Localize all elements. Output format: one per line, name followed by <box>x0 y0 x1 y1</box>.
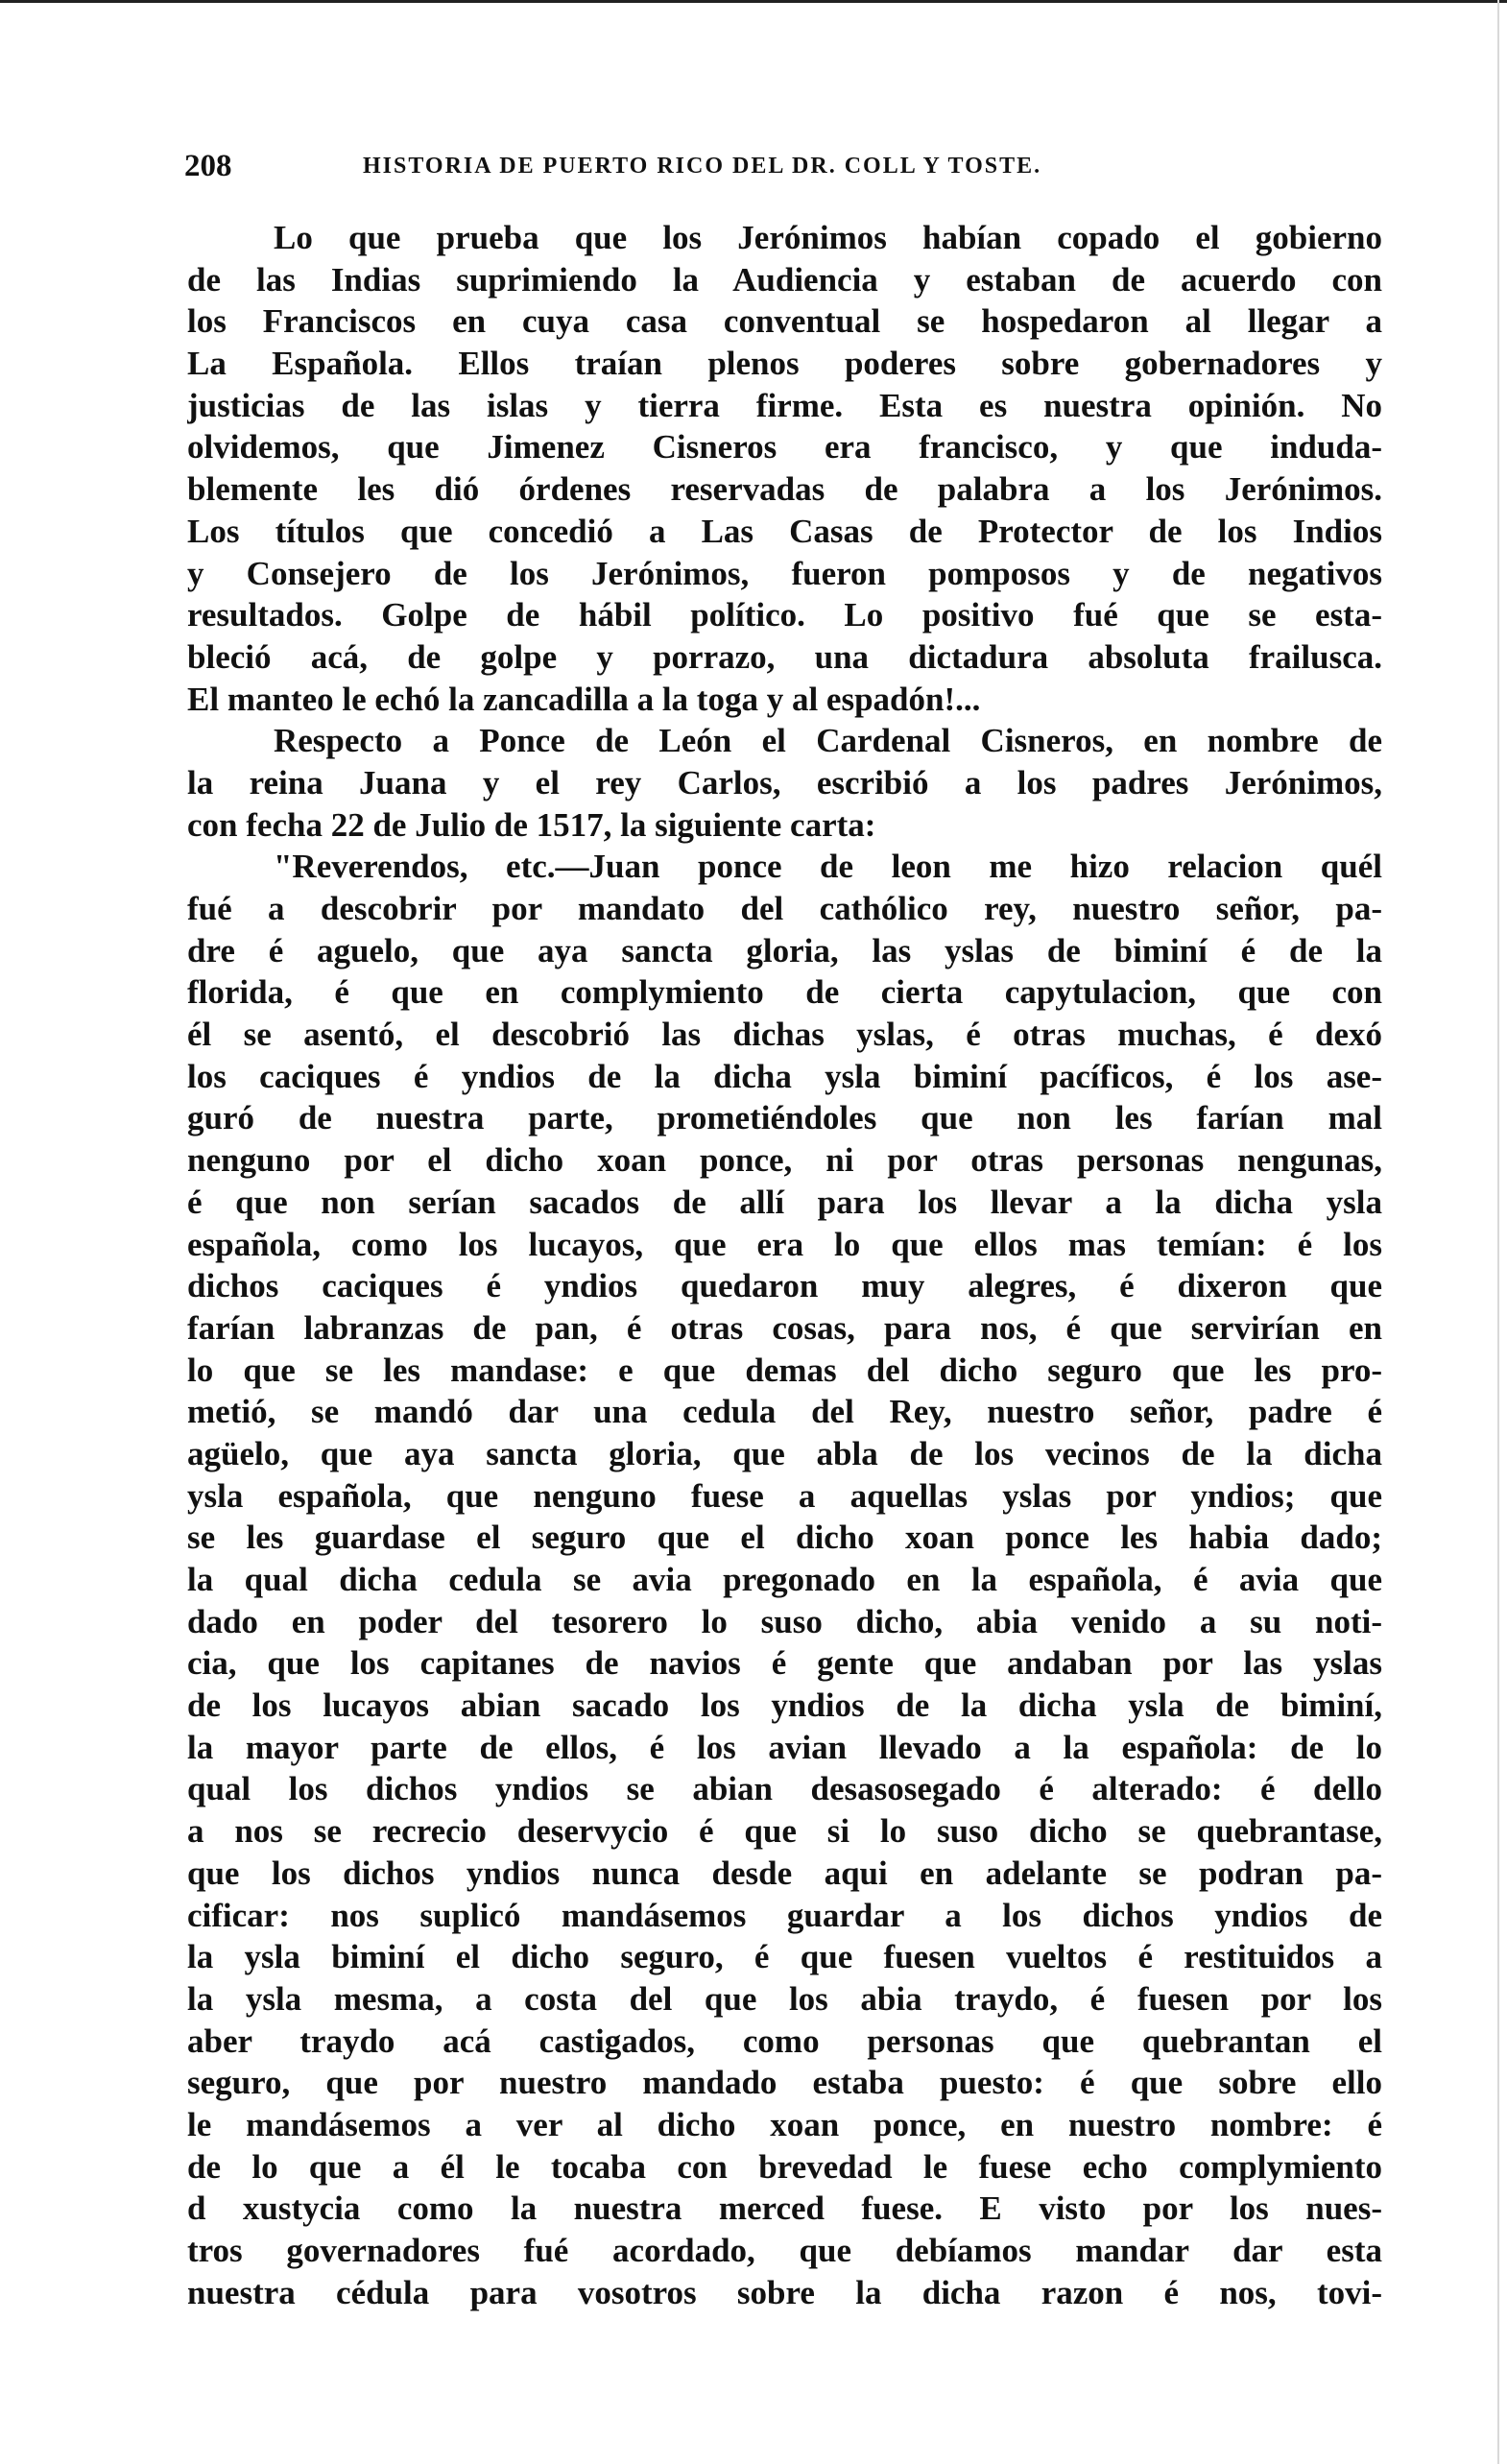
text-line: Lo que prueba que los Jerónimos habían copado el gobierno <box>274 219 1382 256</box>
text-line: "Reverendos, etc.—Juan ponce de leon me hizo relacion quél <box>274 848 1382 886</box>
text-line: olvidemos, que Jimenez Cisneros era francisco, y que induda- <box>187 428 1382 466</box>
text-line: justicias de las islas y tierra firme. Esta es nuestra opinión. No <box>187 386 1382 424</box>
text-line: la mayor parte de ellos, é los avian llevado a la española: de lo <box>187 1728 1382 1766</box>
text-line: fué a descobrir por mandato del cathólico rey, nuestro señor, pa- <box>187 890 1382 927</box>
text-line: nuestra cédula para vosotros sobre la dicha razon é nos, tovi- <box>187 2273 1382 2311</box>
text-line: los caciques é yndios de la dicha ysla biminí pacíficos, é los ase- <box>187 1057 1382 1095</box>
text-line: la qual dicha cedula se avia pregonado en la española, é avia que <box>187 1561 1382 1598</box>
text-line: le mandásemos a ver al dicho xoan ponce, en nuestro nombre: é <box>187 2105 1382 2143</box>
text-line: Los títulos que concedió a Las Casas de Protector de los Indios <box>187 512 1382 550</box>
text-line: florida, é que en complymiento de cierta capytulacion, que con <box>187 973 1382 1012</box>
body-text <box>187 217 1382 2313</box>
text-line: de las Indias suprimiendo la Audiencia y estaban de acuerdo con <box>187 260 1382 299</box>
text-line: d xustycia como la nuestra merced fuese. E visto por los nues- <box>187 2189 1382 2228</box>
text-line: y Consejero de los Jerónimos, fueron pomposos y de negativos <box>187 554 1382 592</box>
text-line: cia, que los capitanes de navios é gente que andaban por las yslas <box>187 1644 1382 1683</box>
text-line: agüelo, que aya sancta gloria, que abla de los vecinos de la dicha <box>187 1434 1382 1472</box>
text-line: seguro, que por nuestro mandado estaba puesto: é que sobre ello <box>187 2064 1382 2102</box>
text-line: El manteo le echó la zancadilla a la toga y al espadón!... <box>187 680 981 718</box>
page-number: 208 <box>184 149 232 183</box>
text-line: con fecha 22 de Julio de 1517, la siguiente carta: <box>187 805 876 844</box>
text-line: La Española. Ellos traían plenos poderes sobre gobernadores y <box>187 345 1382 383</box>
text-line: de lo que a él le tocaba con brevedad le fuese echo complymiento <box>187 2147 1382 2186</box>
text-line: a nos se recrecio deservycio é que si lo suso dicho se quebrantase, <box>187 1812 1382 1851</box>
top-rule <box>0 0 1507 3</box>
text-line: guró de nuestra parte, prometiéndoles que non les farían mal <box>187 1099 1382 1137</box>
text-line: de los lucayos abian sacado los yndios de la dicha ysla de biminí, <box>187 1687 1382 1725</box>
text-line: la reina Juana y el rey Carlos, escribió a los padres Jerónimos, <box>187 763 1382 801</box>
text-line: aber traydo acá castigados, como personas que quebrantan el <box>187 2021 1382 2060</box>
text-line: ysla española, que nenguno fuese a aquellas yslas por yndios; que <box>187 1476 1382 1515</box>
text-line: los Franciscos en cuya casa conventual se hospedaron al llegar a <box>187 302 1382 341</box>
text-line: cificar: nos suplicó mandásemos guardar a los dichos yndios de <box>187 1896 1382 1934</box>
page-edge-shadow <box>1497 0 1499 2464</box>
text-line: resultados. Golpe de hábil político. Lo positivo fué que se esta- <box>187 596 1382 634</box>
text-line: él se asentó, el descobrió las dichas yslas, é otras muchas, é dexó <box>187 1016 1382 1054</box>
text-line: que los dichos yndios nunca desde aqui en adelante se podran pa- <box>187 1854 1382 1892</box>
text-line: dado en poder del tesorero lo suso dicho, abia venido a su noti- <box>187 1602 1382 1640</box>
text-line: la ysla biminí el dicho seguro, é que fuesen vueltos é restituidos a <box>187 1938 1382 1976</box>
running-head <box>184 142 1384 190</box>
text-line: lo que se les mandase: e que demas del dicho seguro que les pro- <box>187 1351 1382 1389</box>
text-line: bleció acá, de golpe y porrazo, una dictadura absoluta frailusca. <box>187 637 1382 676</box>
text-line: blemente les dió órdenes reservadas de palabra a los Jerónimos. <box>187 470 1382 509</box>
text-line: nenguno por el dicho xoan ponce, ni por otras personas nengunas, <box>187 1141 1382 1180</box>
text-line: é que non serían sacados de allí para los llevar a la dicha ysla <box>187 1183 1382 1221</box>
text-line: tros governadores fué acordado, que debíamos mandar dar esta <box>187 2232 1382 2269</box>
text-line: qual los dichos yndios se abian desasosegado é alterado: é dello <box>187 1770 1382 1808</box>
running-title: HISTORIA DE PUERTO RICO DEL DR. COLL Y TOSTE. <box>363 154 1042 179</box>
text-line: se les guardase el seguro que el dicho xoan ponce les habia dado; <box>187 1519 1382 1557</box>
text-line: metió, se mandó dar una cedula del Rey, nuestro señor, padre é <box>187 1393 1382 1431</box>
text-line: farían labranzas de pan, é otras cosas, para nos, é que servirían en <box>187 1308 1382 1347</box>
text-line: la ysla mesma, a costa del que los abia traydo, é fuesen por los <box>187 1979 1382 2018</box>
text-line: dichos caciques é yndios quedaron muy alegres, é dixeron que <box>187 1267 1382 1305</box>
text-line: Respecto a Ponce de León el Cardenal Cisneros, en nombre de <box>274 722 1382 760</box>
text-line: dre é aguelo, que aya sancta gloria, las yslas de biminí é de la <box>187 931 1382 969</box>
text-line: española, como los lucayos, que era lo que ellos mas temían: é los <box>187 1225 1382 1263</box>
